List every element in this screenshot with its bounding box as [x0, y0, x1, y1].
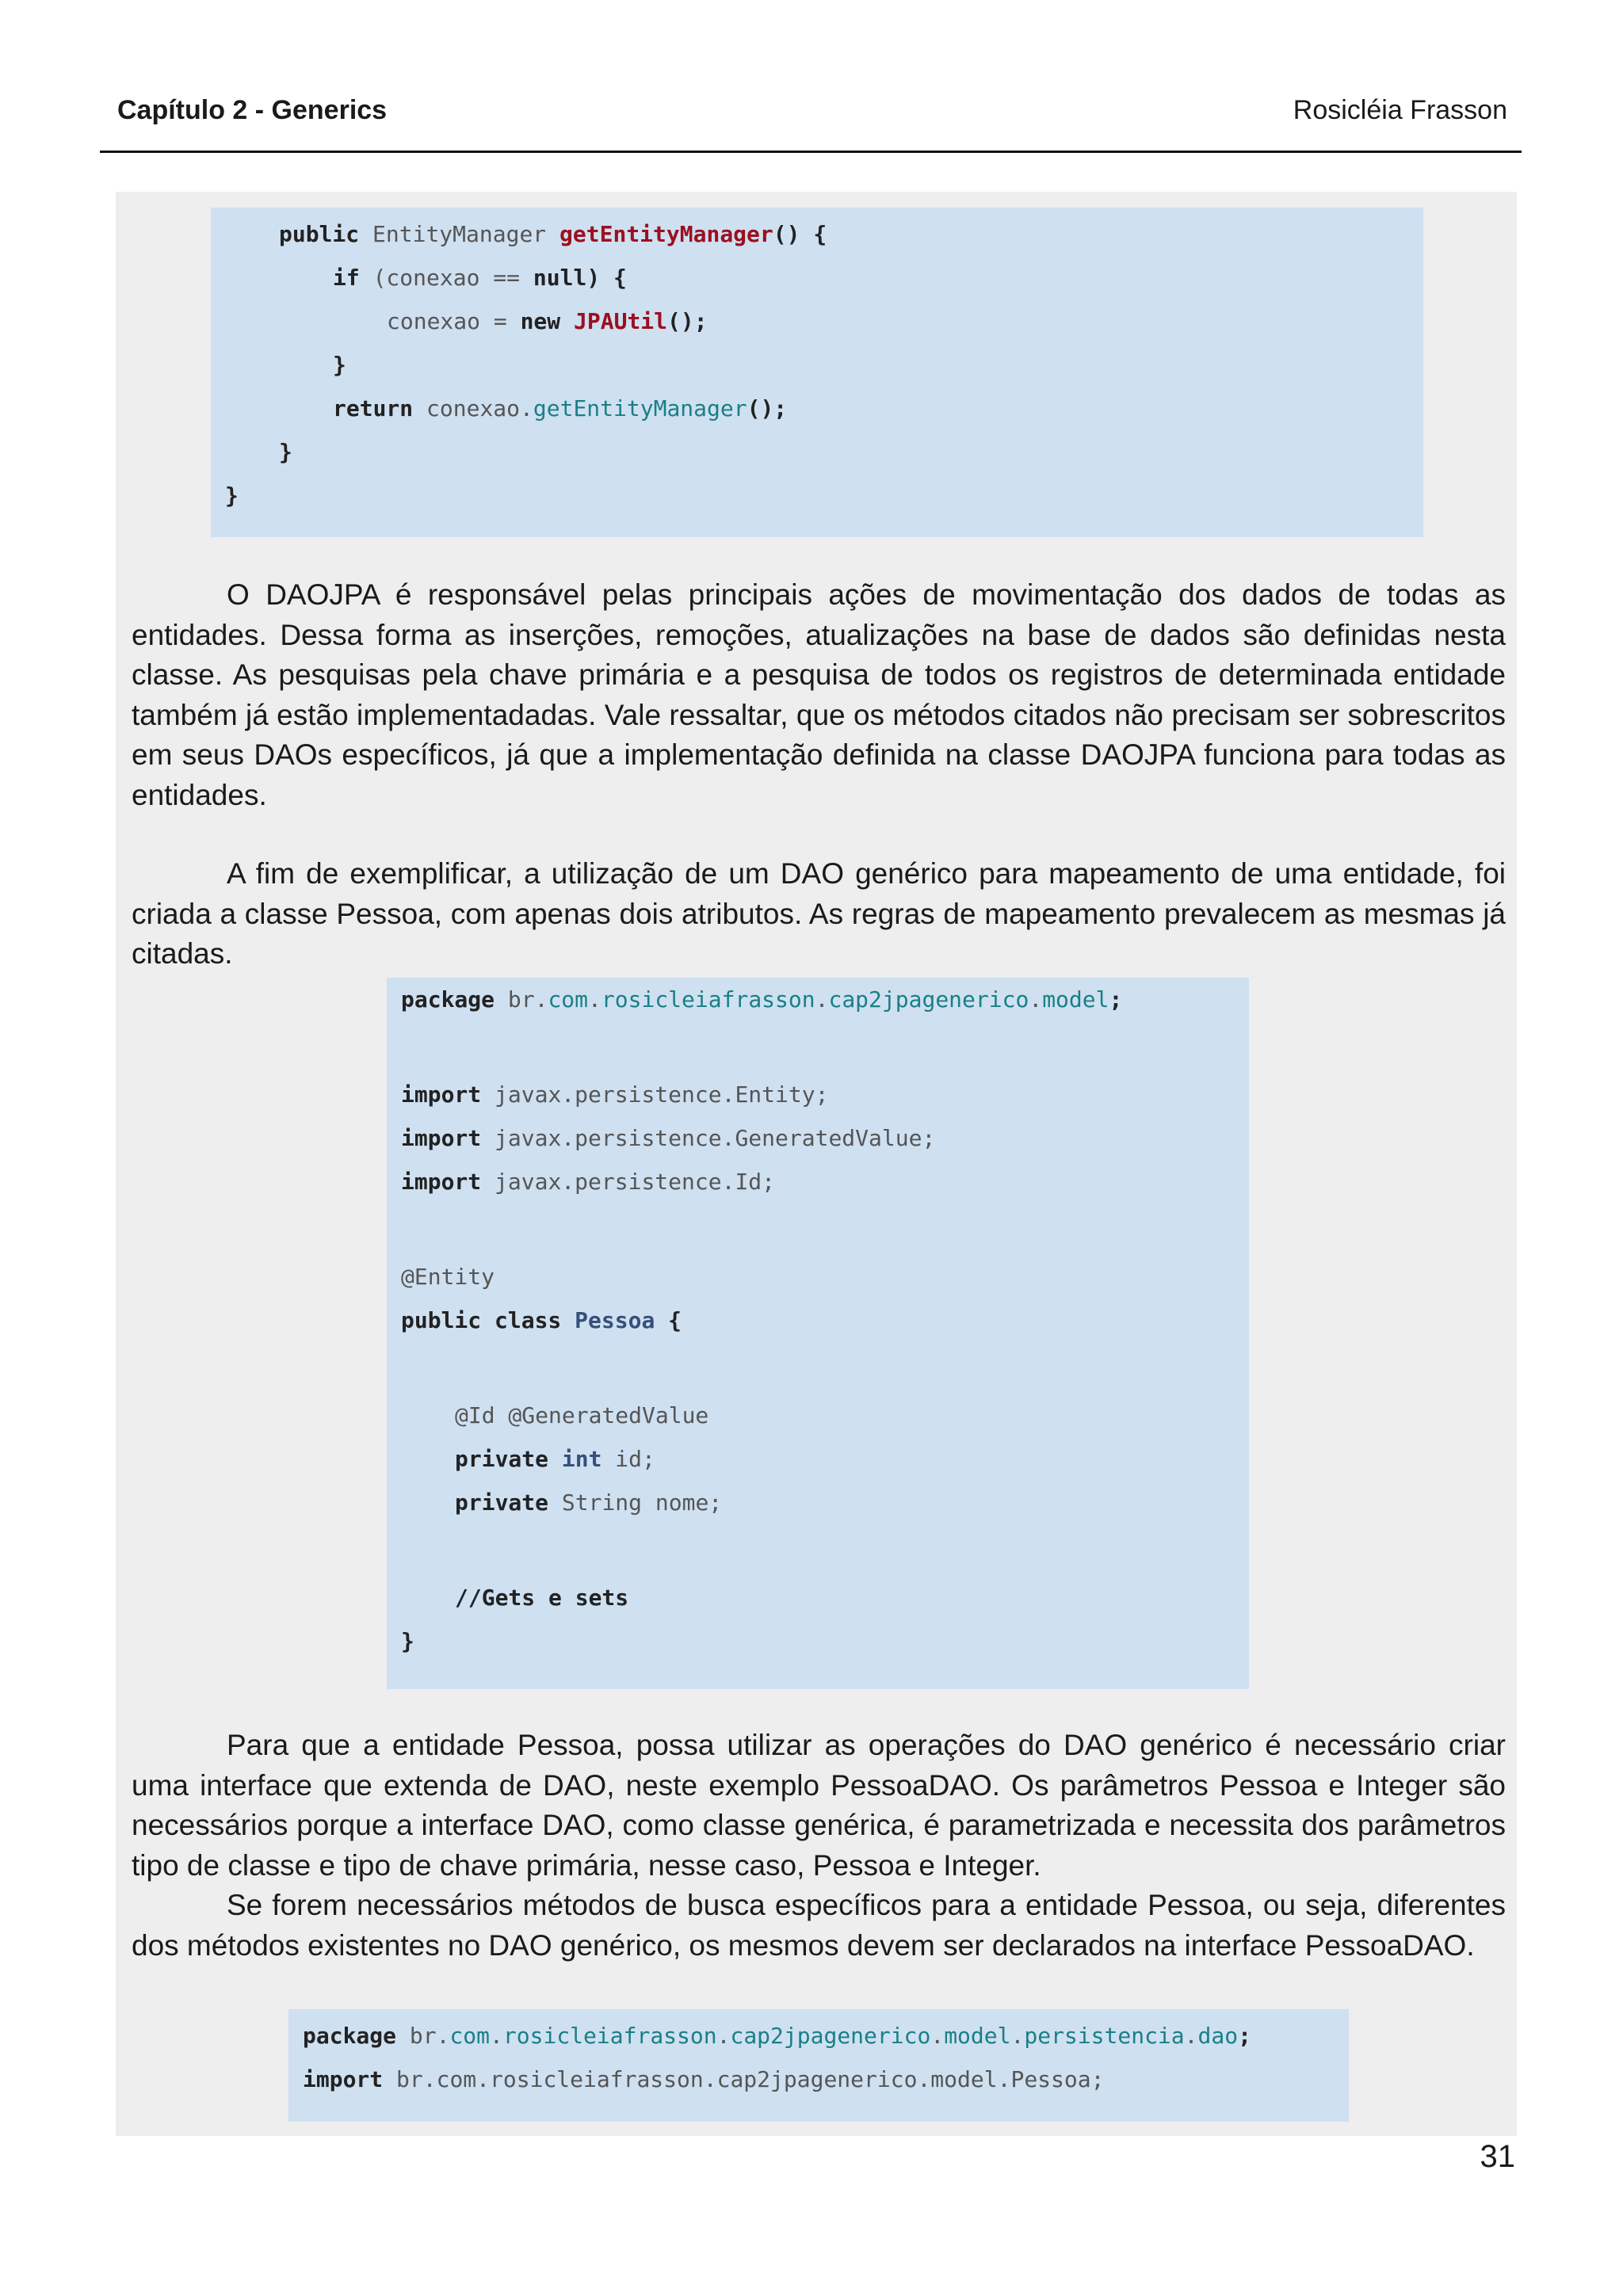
code-line: @Id @GeneratedValue	[455, 1402, 709, 1428]
code-line: private int id;	[455, 1446, 655, 1472]
chapter-title: Capítulo 2 - Generics	[117, 95, 388, 125]
code-line: package br.com.rosicleiafrasson.cap2jpagenerico.model.persistencia.dao;	[303, 2023, 1251, 2049]
code-block-pessoadao	[288, 2009, 1349, 2122]
code-block-pessoa-class	[387, 978, 1249, 1689]
code-line: @Entity	[401, 1264, 495, 1290]
code-line: import javax.persistence.Entity;	[401, 1081, 829, 1108]
code-line: package br.com.rosicleiafrasson.cap2jpagenerico.model;	[401, 986, 1123, 1013]
code-line: }	[279, 439, 292, 465]
header-divider	[100, 151, 1522, 153]
code-line: private String nome;	[455, 1489, 723, 1516]
code-line: }	[225, 482, 239, 509]
page-number: 31	[1480, 2139, 1515, 2174]
code-line: public EntityManager getEntityManager() {	[279, 221, 827, 247]
code-line: }	[333, 352, 346, 378]
author-name: Rosicléia Frasson	[1293, 95, 1507, 125]
code-line: import javax.persistence.Id;	[401, 1169, 776, 1195]
code-line: conexao = new JPAUtil();	[387, 308, 708, 334]
paragraph-metodos: Se forem necessários métodos de busca específicos para a entidade Pessoa, ou seja, diferentes dos métodos existentes no DAO genérico, os mesmos devem ser declarados na interface PessoaDAO.	[132, 1889, 1506, 1962]
paragraph-interface: Para que a entidade Pessoa, possa utilizar as operações do DAO genérico é necessário criar uma interface que extenda de DAO, neste exemplo PessoaDAO. Os parâmetros Pessoa e Integer são necessários porque a interface DAO, como classe genérica, é parametrizada e necessita dos parâmetros tipo de classe e tipo de chave primária, nesse caso, Pessoa e Integer.	[132, 1729, 1506, 1882]
code-block-entity-manager	[211, 208, 1423, 537]
code-line: if (conexao == null) {	[333, 265, 627, 291]
code-line: import javax.persistence.GeneratedValue;	[401, 1125, 936, 1151]
paragraph-daojpa: O DAOJPA é responsável pelas principais ações de movimentação dos dados de todas as entidades. Dessa forma as inserções, remoções, atualizações na base de dados são definidas nesta classe. As pesquisas pela chave primária e a pesquisa de todos os registros de determinada entidade também já estão implementadadas. Vale ressaltar, que os métodos citados não precisam ser sobrescritos em seus DAOs específicos, já que a implementação definida na classe DAOJPA funciona para todas as entidades.	[132, 578, 1506, 811]
paragraph-exemplo: A fim de exemplificar, a utilização de um DAO genérico para mapeamento de uma entidade, foi criada a classe Pessoa, com apenas dois atributos. As regras de mapeamento prevalecem as mesmas já citadas.	[132, 857, 1506, 970]
code-line: public class Pessoa {	[401, 1307, 682, 1333]
code-line: import br.com.rosicleiafrasson.cap2jpagenerico.model.Pessoa;	[303, 2066, 1105, 2092]
code-line: return conexao.getEntityManager();	[333, 395, 788, 421]
code-line: }	[401, 1628, 414, 1654]
code-line: //Gets e sets	[455, 1585, 629, 1611]
